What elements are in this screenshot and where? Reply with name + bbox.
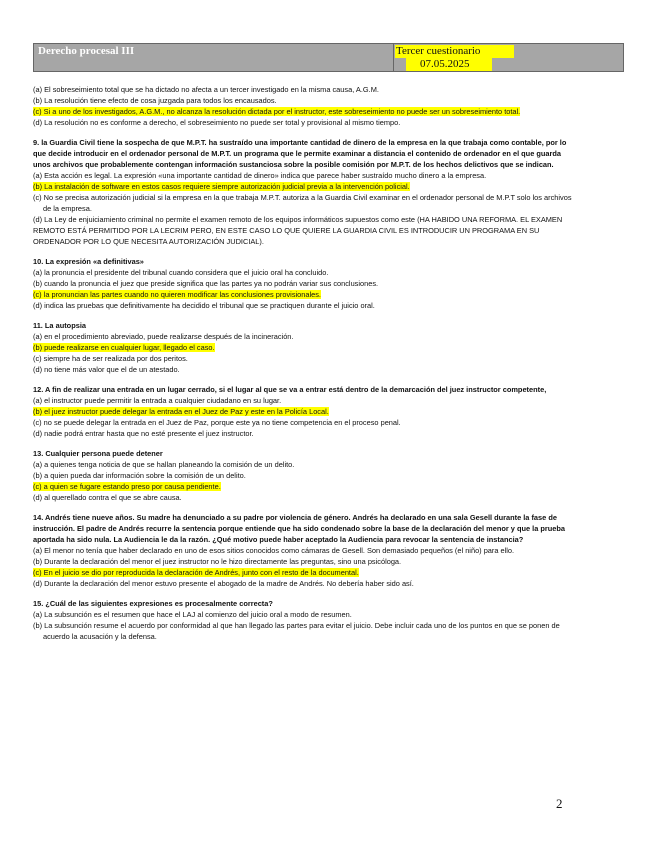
option-a: (a) a quienes tenga noticia de que se hallan planeando la comisión de un delito. bbox=[33, 460, 295, 469]
option-d: (d) Durante la declaración del menor estuvo presente el abogado de la madre de Andrés. No debería haber sido así. bbox=[33, 579, 414, 588]
questionnaire-body bbox=[33, 84, 579, 642]
option-a: (a) Esta acción es legal. La expresión «una importante cantidad de dinero» indica que parece haber sustraído mucho dinero a la empresa. bbox=[33, 171, 487, 180]
question-text: 9. la Guardia Civil tiene la sospecha de que M.P.T. ha sustraído una importante cantidad de dinero de la empresa en la que trabaja como contable, por lo que decide introducir en el ordenador personal de M.P.T. un programa que le permite examinar a distancia el contenido de ordenador en el que guarda unos archivos que probablemente contengan información sustanciosa sobre la posible comisión por M.P.T. de los hechos delictivos que se indican. bbox=[33, 138, 567, 169]
question-block-14 bbox=[33, 512, 579, 589]
option-d: (d) La resolución no es conforme a derecho, el sobreseimiento no puede ser total y provisional al mismo tiempo. bbox=[33, 118, 401, 127]
option-d: (d) al querellado contra el que se abre causa. bbox=[33, 493, 182, 502]
option-b: (b) cuando la pronuncia el juez que preside significa que las partes ya no podrán variar sus conclusiones. bbox=[33, 279, 379, 288]
option-c-answer: (c) En el juicio se dio por reproducida la declaración de Andrés, junto con el resto de la documental. bbox=[33, 568, 359, 577]
option-d: (d) nadie podrá entrar hasta que no esté presente el juez instructor. bbox=[33, 429, 254, 438]
option-d: (d) La Ley de enjuiciamiento criminal no permite el examen remoto de los equipos informáticos supuestos como este (HA HABIDO UNA REFORMA. EL EXAMEN REMOTO ESTÁ PERMITIDO POR LA LECRIM PERO, EN ESTE CASO LO QUE QUIERE LA GUARDIA CIVIL ES INTRODUCIR UN PROGRAMA EN SU ORDENADOR POR LO QUE NECESITA AUTORIZACIÓN JUDICIAL). bbox=[33, 215, 563, 246]
option-b: (b) Durante la declaración del menor el juez instructor no le hizo directamente las preguntas, sino una psicóloga. bbox=[33, 557, 402, 566]
option-a: (a) El menor no tenía que haber declarado en uno de esos sitios conocidos como cámaras de Gesell. Son demasiado pequeños (el niño) para ello. bbox=[33, 546, 515, 555]
option-c: (c) siempre ha de ser realizada por dos peritos. bbox=[33, 354, 188, 363]
question-block-8 bbox=[33, 84, 579, 128]
question-text: 12. A fin de realizar una entrada en un lugar cerrado, si el lugar al que se va a entrar está dentro de la demarcación del juez instructor competente, bbox=[33, 385, 547, 394]
question-block-10 bbox=[33, 256, 579, 311]
question-block-13 bbox=[33, 448, 579, 503]
option-a: (a) El sobreseimiento total que se ha dictado no afecta a un tercer investigado en la misma causa, A.G.M. bbox=[33, 85, 379, 94]
course-title: Derecho procesal III bbox=[38, 45, 135, 57]
option-d: (d) no tiene más valor que el de un atestado. bbox=[33, 365, 180, 374]
option-a: (a) en el procedimiento abreviado, puede realizarse después de la incineración. bbox=[33, 332, 294, 341]
question-text: 15. ¿Cuál de las siguientes expresiones es procesalmente correcta? bbox=[33, 599, 273, 608]
option-d: (d) indica las pruebas que definitivamente ha decidido el tribunal que se practiquen durante el juicio oral. bbox=[33, 301, 375, 310]
option-c: (c) no se puede delegar la entrada en el Juez de Paz, porque este ya no tiene competencia en el proceso penal. bbox=[33, 418, 401, 427]
question-block-12 bbox=[33, 384, 579, 439]
question-text: 14. Andrés tiene nueve años. Su madre ha denunciado a su padre por violencia de género. Andrés ha declarado en una sala Gesell durante la fase de instrucción. El padre de Andrés recurre la sentencia porque entiende que ha sido condenado sobre la base de la declaración del menor y que la prueba aportada ha sido nula. La Audiencia le da la razón. ¿Qué motivo puede haber aceptado la Audiencia para revocar la sentencia de instancia? bbox=[33, 513, 566, 544]
exam-date: 07.05.2025 bbox=[406, 58, 492, 71]
option-b: (b) a quien pueda dar información sobre la comisión de un delito. bbox=[33, 471, 246, 480]
option-a: (a) la pronuncia el presidente del tribunal cuando considera que el juicio oral ha concluido. bbox=[33, 268, 329, 277]
option-b: (b) La resolución tiene efecto de cosa juzgada para todos los encausados. bbox=[33, 96, 277, 105]
question-text: 10. La expresión «a definitivas» bbox=[33, 257, 144, 266]
question-block-9 bbox=[33, 137, 579, 247]
page-number: 2 bbox=[556, 796, 563, 811]
question-text: 13. Cualquier persona puede detener bbox=[33, 449, 163, 458]
option-c-answer: (c) la pronuncian las partes cuando no quieren modificar las conclusiones provisionales. bbox=[33, 290, 321, 299]
option-c-answer: (c) Si a uno de los investigados, A.G.M., no alcanza la resolución dictada por el instructor, este sobreseimiento no puede ser un sobreseimiento total. bbox=[33, 107, 521, 116]
option-c-answer: (c) a quien se fugare estando preso por causa pendiente. bbox=[33, 482, 221, 491]
option-b: (b) La subsunción resume el acuerdo por conformidad al que han llegado las partes para evitar el juicio. Debe incluir cada uno de los puntos en que se ponen de acuerdo la acusación y la defensa. bbox=[33, 621, 560, 641]
question-block-11 bbox=[33, 320, 579, 375]
option-a: (a) el instructor puede permitir la entrada a cualquier ciudadano en su lugar. bbox=[33, 396, 282, 405]
option-c: (c) No se precisa autorización judicial si la empresa en la que trabaja M.P.T. autoriza a la Guardia Civil examinar en el ordenador personal de M.P.T solo los archivos de la empresa. bbox=[33, 193, 572, 213]
question-block-15 bbox=[33, 598, 579, 642]
header-divider bbox=[393, 44, 394, 71]
option-b-answer: (b) el juez instructor puede delegar la entrada en el Juez de Paz y este en la Policía Local. bbox=[33, 407, 329, 416]
question-text: 11. La autopsia bbox=[33, 321, 86, 330]
exam-title: Tercer cuestionario bbox=[395, 45, 514, 58]
option-a: (a) La subsunción es el resumen que hace el LAJ al comienzo del juicio oral a modo de resumen. bbox=[33, 610, 352, 619]
option-b-answer: (b) puede realizarse en cualquier lugar, llegado el caso. bbox=[33, 343, 215, 352]
option-b-answer: (b) La instalación de software en estos casos requiere siempre autorización judicial previa a la intervención policial. bbox=[33, 182, 410, 191]
document-header bbox=[33, 43, 624, 72]
